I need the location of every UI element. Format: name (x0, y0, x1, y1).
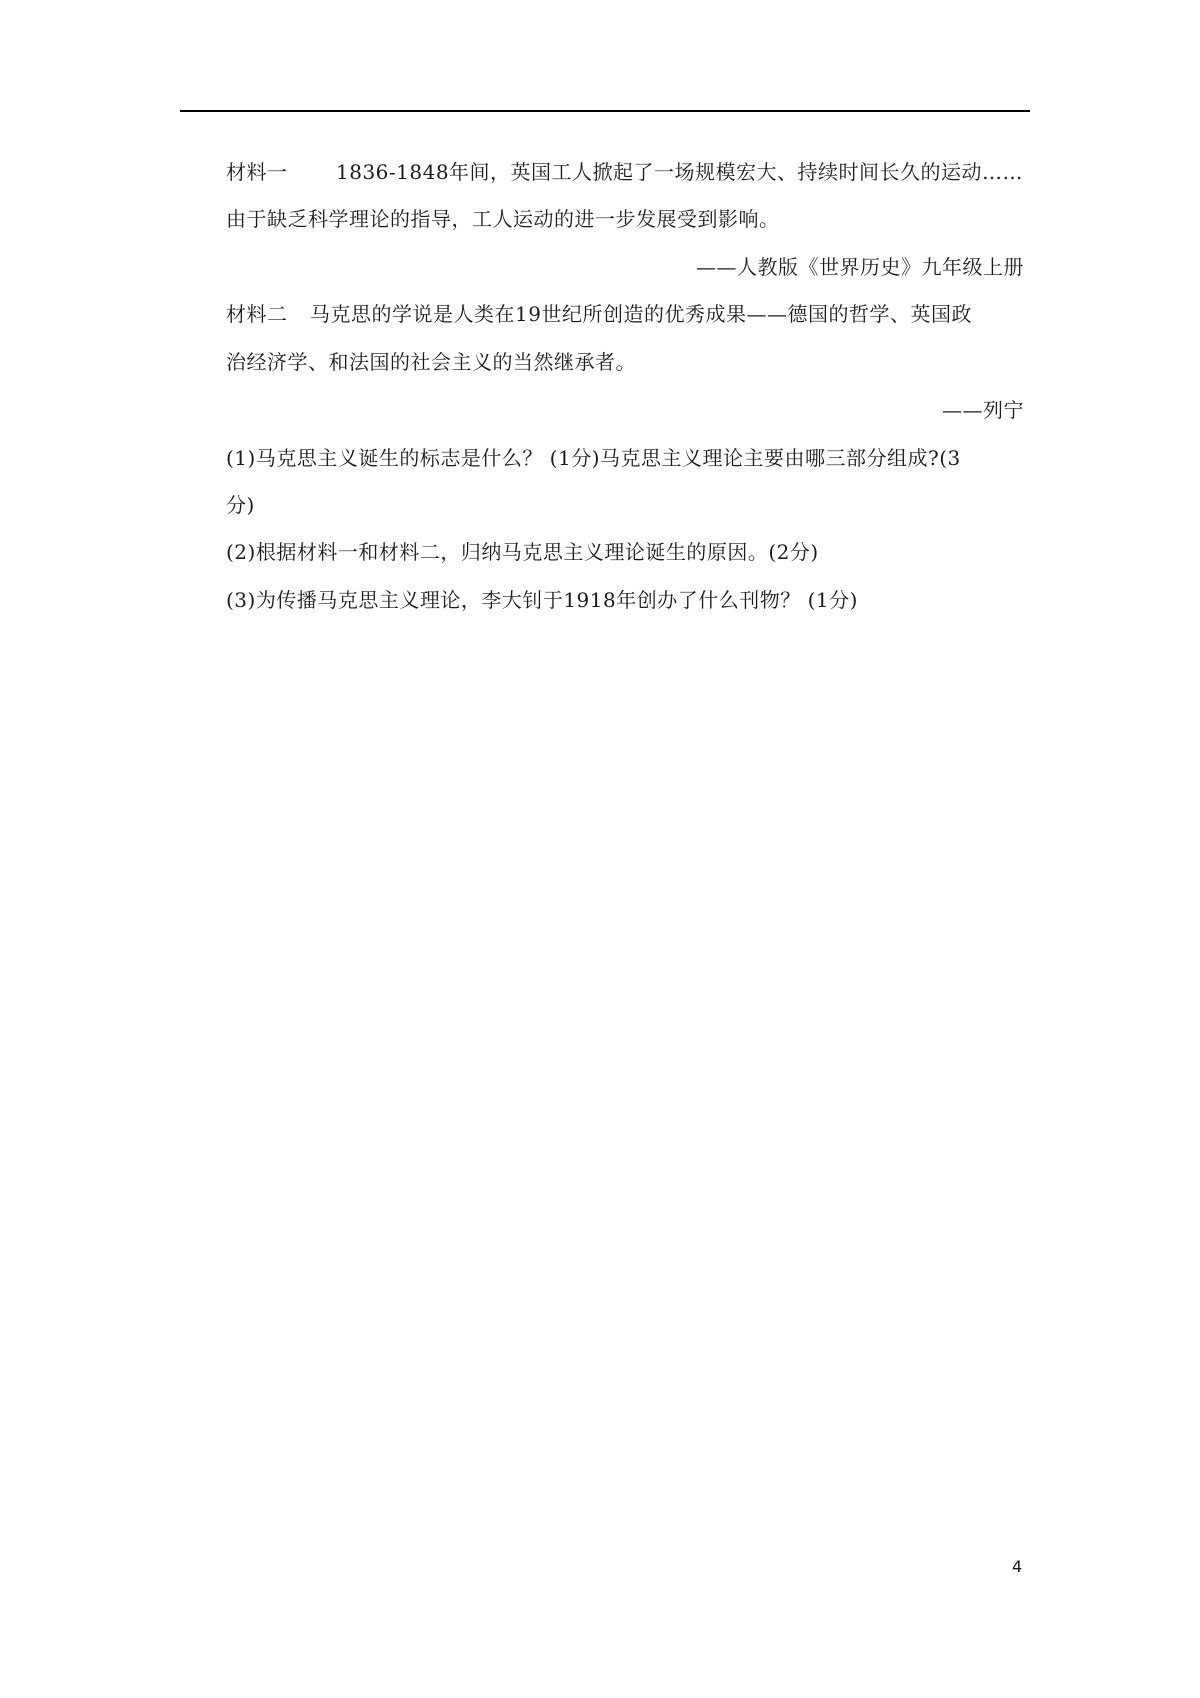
material1-source: ——人教版《世界历史》九年级上册 (696, 255, 1024, 279)
material2-source: ——列宁 (942, 398, 1024, 422)
material2-text-line1: 马克思的学说是人类在19世纪所创造的优秀成果——德国的哲学、英国政 (310, 302, 972, 326)
material1-line2: 由于缺乏科学理论的指导，工人运动的进一步发展受到影响。 (226, 207, 780, 231)
question1-line2: 分) (226, 493, 255, 517)
header-rule (180, 110, 1030, 112)
material2-label: 材料二 (226, 302, 288, 326)
material2-line2: 治经济学、和法国的社会主义的当然继承者。 (226, 350, 636, 374)
material2-line1 (226, 300, 972, 328)
question1-line1: (1)马克思主义诞生的标志是什么？ (1分)马克思主义理论主要由哪三部分组成?(3 (226, 446, 961, 470)
page-number: 4 (1012, 1557, 1023, 1576)
question2: (2)根据材料一和材料二，归纳马克思主义理论诞生的原因。(2分) (226, 540, 819, 564)
question3: (3)为传播马克思主义理论，李大钊于1918年创办了什么刊物？ (1分) (226, 588, 858, 612)
material1-text-line1: 1836-1848年间，英国工人掀起了一场规模宏大、持续时间长久的运动…… (336, 160, 1024, 184)
material1-label: 材料一 (226, 160, 288, 184)
material1-line1 (226, 158, 1023, 186)
